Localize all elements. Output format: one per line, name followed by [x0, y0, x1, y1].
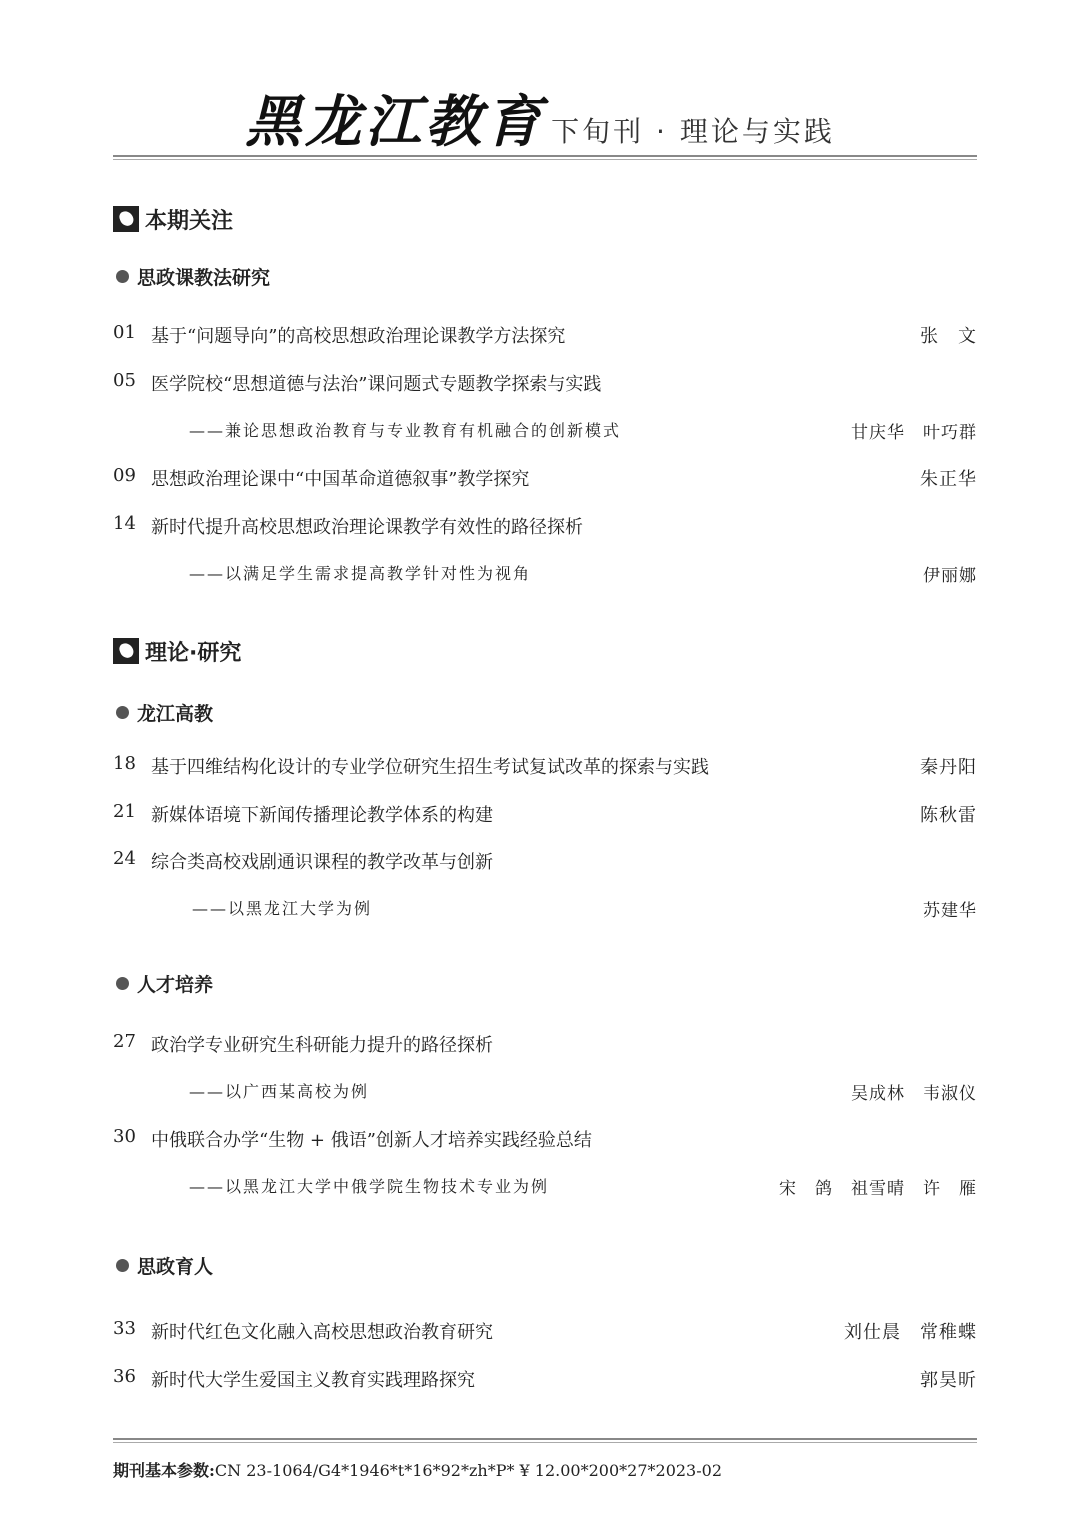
- top-rule: [113, 155, 977, 157]
- toc-subentry: [113, 1079, 977, 1105]
- article-author: 秦丹阳: [920, 757, 977, 778]
- journal-subtitle: 下旬刊 · 理论与实践: [551, 115, 835, 148]
- toc-entry[interactable]: [113, 1318, 977, 1344]
- toc-entry[interactable]: [113, 370, 977, 396]
- article-title: 新时代大学生爱国主义教育实践理路探究: [151, 1370, 475, 1391]
- section-heading-label: 本期关注: [145, 208, 234, 234]
- article-title: 医学院校“思想道德与法治”课问题式专题教学探索与实践: [151, 374, 602, 395]
- page-number: 05: [113, 370, 136, 391]
- section-heading-theory: [113, 636, 241, 666]
- page-number: 09: [113, 465, 136, 486]
- toc-entry[interactable]: [113, 1126, 977, 1152]
- article-author: 伊丽娜: [923, 566, 977, 586]
- top-rule-thin: [113, 159, 977, 160]
- bullet-icon: [116, 706, 129, 719]
- article-subtitle: ——以满足学生需求提高教学针对性为视角: [189, 564, 532, 583]
- article-title: 新时代提升高校思想政治理论课教学有效性的路径探析: [151, 517, 583, 538]
- toc-entry[interactable]: [113, 1031, 977, 1057]
- heilongjiang-map-icon: [113, 206, 139, 232]
- section-heading-focus: [113, 204, 233, 234]
- toc-subentry: [113, 896, 977, 922]
- article-title: 新媒体语境下新闻传播理论教学体系的构建: [151, 805, 493, 826]
- toc-entry[interactable]: [113, 322, 977, 348]
- article-subtitle: ——以黑龙江大学中俄学院生物技术专业为例: [189, 1177, 550, 1196]
- page-number: 30: [113, 1126, 136, 1147]
- toc-subentry: [113, 418, 977, 444]
- bullet-icon: [116, 270, 129, 283]
- article-title: 综合类高校戏剧通识课程的教学改革与创新: [151, 852, 493, 873]
- group-heading-label: 人才培养: [137, 973, 214, 996]
- toc-entry[interactable]: [113, 753, 977, 779]
- toc-subentry: [113, 1174, 977, 1200]
- article-title: 基于四维结构化设计的专业学位研究生招生考试复试改革的探索与实践: [151, 757, 709, 778]
- article-author: 吴成林 韦淑仪: [851, 1084, 977, 1104]
- toc-entry[interactable]: [113, 1366, 977, 1392]
- journal-title: 黑龙江教育: [245, 89, 546, 155]
- page-number: 24: [113, 848, 136, 869]
- article-title: 思想政治理论课中“中国革命道德叙事”教学探究: [151, 469, 530, 490]
- heilongjiang-map-icon: [113, 638, 139, 664]
- article-author: 宋 鸽 祖雪晴 许 雁: [779, 1179, 977, 1199]
- article-subtitle: ——以广西某高校为例: [189, 1082, 370, 1101]
- page-number: 18: [113, 753, 136, 774]
- group-heading-label: 思政育人: [137, 1255, 214, 1278]
- page-number: 21: [113, 801, 136, 822]
- parameters-label: 期刊基本参数:: [113, 1461, 215, 1480]
- bullet-icon: [116, 977, 129, 990]
- group-heading: [116, 1253, 213, 1277]
- article-author: 郭昊昕: [920, 1370, 977, 1391]
- article-author: 刘仕晨 常稚蝶: [844, 1322, 977, 1343]
- article-author: 张 文: [920, 326, 977, 347]
- group-heading-label: 龙江高教: [137, 702, 214, 725]
- article-title: 政治学专业研究生科研能力提升的路径探析: [151, 1035, 493, 1056]
- group-heading-label: 思政课教法研究: [137, 266, 271, 289]
- masthead: [0, 78, 1080, 158]
- journal-parameters: [113, 1458, 722, 1481]
- article-subtitle: ——兼论思想政治教育与专业教育有机融合的创新模式: [189, 421, 622, 440]
- toc-subentry: [113, 561, 977, 587]
- article-title: 新时代红色文化融入高校思想政治教育研究: [151, 1322, 493, 1343]
- article-subtitle: ——以黑龙江大学为例: [192, 899, 373, 918]
- page-number: 27: [113, 1031, 136, 1052]
- page-number: 14: [113, 513, 136, 534]
- article-author: 朱正华: [920, 469, 977, 490]
- toc-entry[interactable]: [113, 513, 977, 539]
- article-title: 基于“问题导向”的高校思想政治理论课教学方法探究: [151, 326, 566, 347]
- toc-entry[interactable]: [113, 465, 977, 491]
- article-title: 中俄联合办学“生物 + 俄语”创新人才培养实践经验总结: [151, 1130, 592, 1151]
- section-heading-label: 理论·研究: [145, 640, 242, 666]
- toc-entry[interactable]: [113, 801, 977, 827]
- group-heading: [116, 264, 270, 288]
- page-number: 33: [113, 1318, 136, 1339]
- bullet-icon: [116, 1259, 129, 1272]
- group-heading: [116, 971, 213, 995]
- article-author: 甘庆华 叶巧群: [851, 423, 977, 443]
- bottom-rule-thin: [113, 1442, 977, 1443]
- parameters-value: CN 23-1064/G4*1946*t*16*92*zh*P* ¥ 12.00*200*27*2023-02: [214, 1461, 722, 1480]
- toc-entry[interactable]: [113, 848, 977, 874]
- bottom-rule: [113, 1438, 977, 1440]
- group-heading: [116, 700, 213, 724]
- page-number: 01: [113, 322, 136, 343]
- article-author: 陈秋雷: [920, 805, 977, 826]
- page-number: 36: [113, 1366, 136, 1387]
- article-author: 苏建华: [923, 901, 977, 921]
